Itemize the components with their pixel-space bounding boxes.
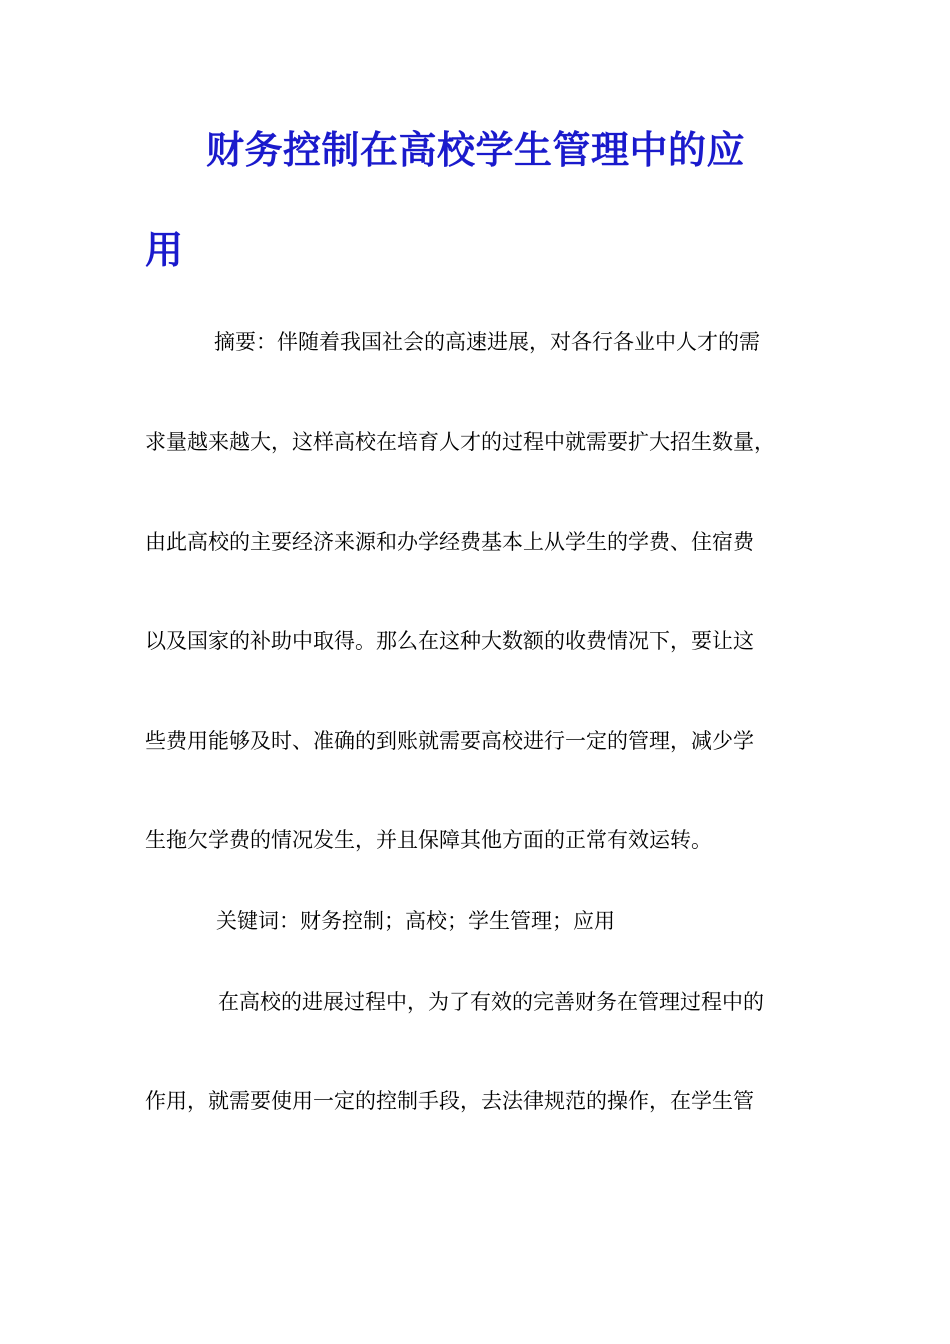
body-paragraph-line: 作用，就需要使用一定的控制手段，去法律规范的操作，在学生管	[145, 1089, 754, 1113]
abstract-line: 以及国家的补助中取得。那么在这种大数额的收费情况下，要让这	[145, 629, 754, 653]
abstract-line: 生拖欠学费的情况发生，并且保障其他方面的正常有效运转。	[145, 828, 712, 852]
document-title-line-2: 用	[145, 228, 184, 272]
abstract-line: 摘要：伴随着我国社会的高速进展，对各行各业中人才的需	[214, 330, 760, 354]
abstract-line: 由此高校的主要经济来源和办学经费基本上从学生的学费、住宿费	[145, 530, 754, 554]
body-paragraph-line: 在高校的进展过程中，为了有效的完善财务在管理过程中的	[218, 990, 764, 1014]
document-title-line-1: 财务控制在高校学生管理中的应	[206, 128, 746, 172]
abstract-line: 求量越来越大，这样高校在培育人才的过程中就需要扩大招生数量，	[145, 430, 775, 454]
keywords-line: 关键词：财务控制；高校；学生管理；应用	[216, 909, 615, 933]
abstract-line: 些费用能够及时、准确的到账就需要高校进行一定的管理，减少学	[145, 729, 754, 753]
